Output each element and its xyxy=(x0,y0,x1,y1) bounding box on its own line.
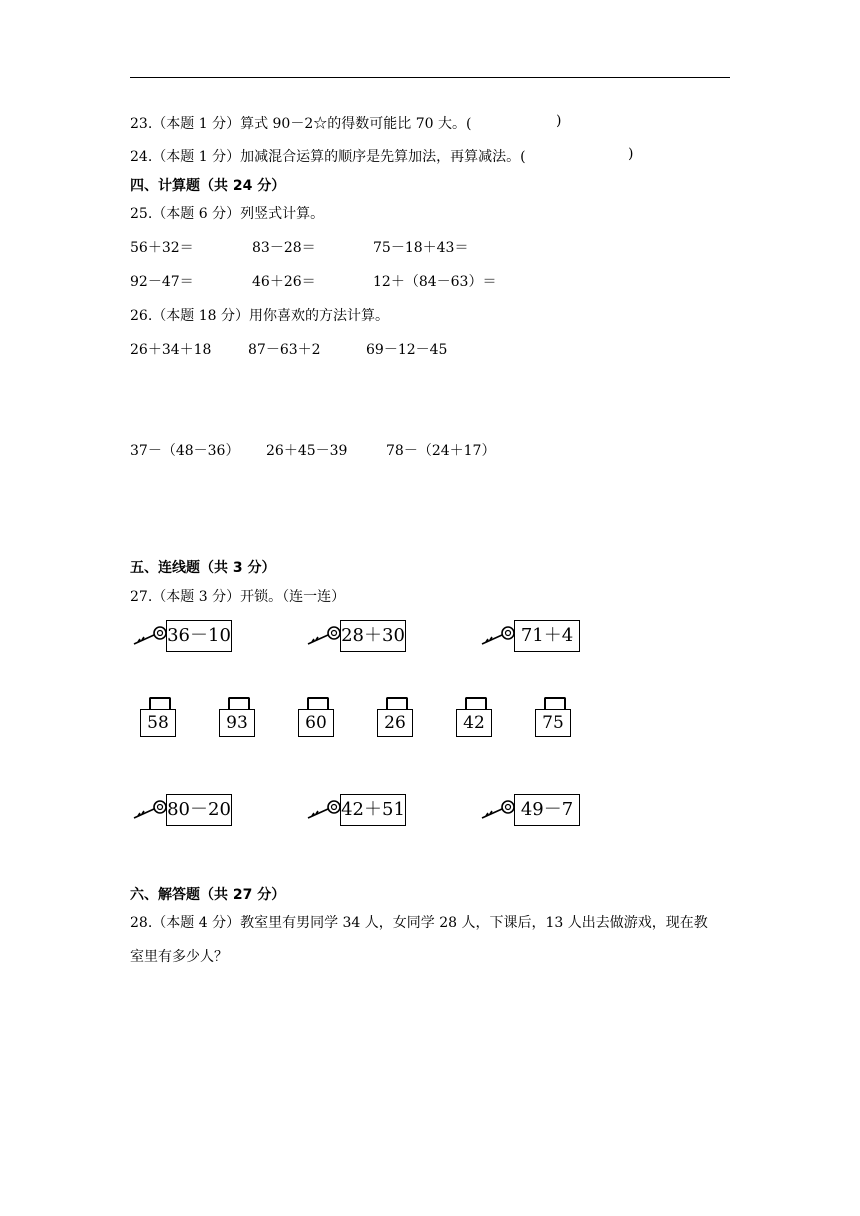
question-23-text: 23.（本题 1 分）算式 90－2☆的得数可能比 70 大。( xyxy=(130,116,472,132)
q26-expr-4: 37－（48－36） xyxy=(130,443,240,459)
lock-5-label: 42 xyxy=(456,709,492,737)
q26-expr-5: 26＋45－39 xyxy=(266,443,348,459)
lock-6-label: 75 xyxy=(535,709,571,737)
lock-3-label: 60 xyxy=(298,709,334,737)
q26-expr-1: 26＋34＋18 xyxy=(130,342,212,358)
lock-1-label: 58 xyxy=(140,709,176,737)
lock-2[interactable] xyxy=(219,697,257,737)
q25-expr-2: 83－28＝ xyxy=(252,240,316,256)
q26-expr-2: 87－63＋2 xyxy=(248,342,321,358)
question-28-line-1: 28.（本题 4 分）教室里有男同学 34 人，女同学 28 人，下课后，13 人出去做游戏，现在教 xyxy=(130,915,708,931)
q25-expr-1: 56＋32＝ xyxy=(130,240,194,256)
q25-expr-6: 12＋（84－63）＝ xyxy=(373,274,497,290)
question-23-answer-close: ) xyxy=(556,113,562,129)
lock-6[interactable] xyxy=(535,697,573,737)
section-5-title: 五、连线题（共 3 分） xyxy=(130,560,276,576)
key-top-2-label: 28＋30 xyxy=(340,620,406,652)
q25-expr-5: 46＋26＝ xyxy=(252,274,316,290)
key-top-1-label: 36－10 xyxy=(166,620,232,652)
lock-4[interactable] xyxy=(377,697,415,737)
key-top-2[interactable] xyxy=(306,620,416,656)
lock-5[interactable] xyxy=(456,697,494,737)
key-bottom-3[interactable] xyxy=(480,794,590,830)
question-26-text: 26.（本题 18 分）用你喜欢的方法计算。 xyxy=(130,308,389,324)
question-25-text: 25.（本题 6 分）列竖式计算。 xyxy=(130,206,325,222)
section-4-title: 四、计算题（共 24 分） xyxy=(130,178,286,194)
lock-3[interactable] xyxy=(298,697,336,737)
section-6-title: 六、解答题（共 27 分） xyxy=(130,887,286,903)
key-bottom-2-label: 42＋51 xyxy=(340,794,406,826)
lock-4-label: 26 xyxy=(377,709,413,737)
key-top-3[interactable] xyxy=(480,620,590,656)
question-24-text: 24.（本题 1 分）加减混合运算的顺序是先算加法，再算减法。( xyxy=(130,149,526,165)
question-23 xyxy=(130,113,471,133)
lock-1[interactable] xyxy=(140,697,178,737)
question-28-line-2: 室里有多少人？ xyxy=(130,949,228,965)
q25-expr-3: 75－18＋43＝ xyxy=(373,240,469,256)
key-bottom-2[interactable] xyxy=(306,794,416,830)
key-top-3-label: 71＋4 xyxy=(514,620,580,652)
key-bottom-3-label: 49－7 xyxy=(514,794,580,826)
q26-expr-3: 69－12－45 xyxy=(366,342,448,358)
key-top-1[interactable] xyxy=(132,620,242,656)
key-bottom-1-label: 80－20 xyxy=(166,794,232,826)
q26-expr-6: 78－（24＋17） xyxy=(386,443,496,459)
lock-2-label: 93 xyxy=(219,709,255,737)
q25-expr-4: 92－47＝ xyxy=(130,274,194,290)
key-bottom-1[interactable] xyxy=(132,794,242,830)
header-rule xyxy=(130,77,730,78)
question-24-answer-close: ) xyxy=(628,146,634,162)
question-24 xyxy=(130,146,526,166)
question-27-text: 27.（本题 3 分）开锁。（连一连） xyxy=(130,589,346,605)
